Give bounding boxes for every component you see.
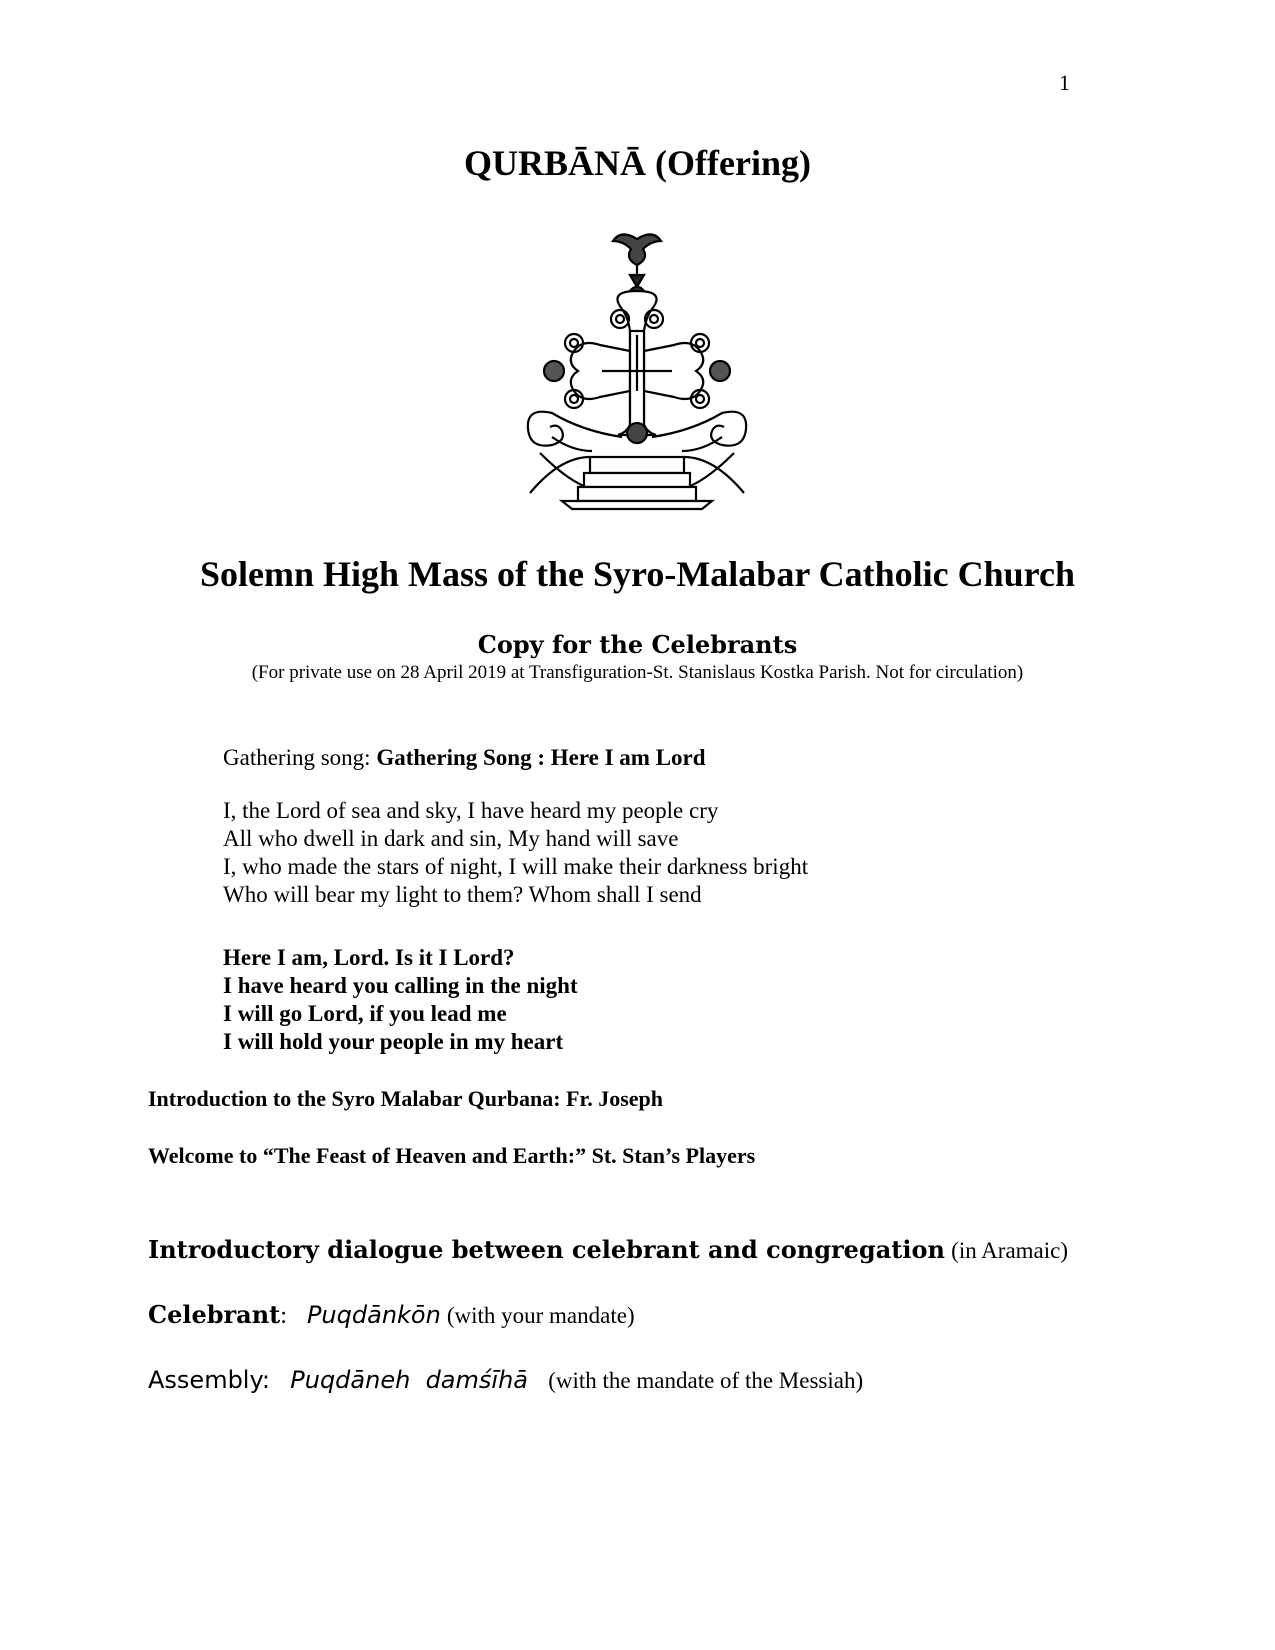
verse-line: Who will bear my light to them? Whom shall I send (223, 882, 702, 907)
gathering-label: Gathering song: (223, 745, 377, 770)
page-number: 1 (1059, 70, 1070, 95)
refrain-line: I will go Lord, if you lead me (223, 1001, 507, 1026)
celebrant-aramaic: Puqdānkōn (306, 1301, 441, 1329)
gathering-title: Gathering Song : Here I am Lord (376, 745, 706, 770)
verse-line: All who dwell in dark and sin, My hand will save (223, 826, 679, 851)
celebrant-line (148, 1300, 635, 1330)
document-subtitle: Solemn High Mass of the Syro-Malabar Catholic Church (199, 554, 1076, 594)
celebrant-speaker: Celebrant (148, 1300, 281, 1329)
welcome-line: Welcome to “The Feast of Heaven and Earth:” St. Stan’s Players (148, 1143, 756, 1168)
refrain-line: Here I am, Lord. Is it I Lord? (223, 945, 515, 970)
dialogue-title: Introductory dialogue between celebrant and congregation (148, 1235, 945, 1264)
assembly-line (148, 1366, 863, 1395)
celebrant-separator: : (280, 1303, 287, 1329)
celebrant-translation: (with your mandate) (446, 1303, 635, 1328)
verse-line: I, the Lord of sea and sky, I have heard my people cry (223, 798, 719, 823)
copy-note: (For private use on 28 April 2019 at Transfiguration-St. Stanislaus Kostka Parish. Not for circulation) (251, 662, 1024, 683)
verse-line: I, who made the stars of night, I will make their darkness bright (223, 854, 809, 879)
assembly-aramaic: Puqdāneh damśīhā (290, 1366, 528, 1394)
gathering-song (223, 744, 706, 772)
cross-emblem-icon (522, 225, 752, 520)
refrain-block (223, 944, 578, 1056)
dialogue-heading (148, 1235, 1068, 1265)
assembly-speaker: Assembly: (148, 1366, 271, 1394)
dialogue-language: (in Aramaic) (951, 1238, 1069, 1263)
document-title: QURBĀNĀ (Offering) (464, 143, 811, 183)
introduction-line: Introduction to the Syro Malabar Qurbana: Fr. Joseph (148, 1086, 664, 1111)
assembly-translation: (with the mandate of the Messiah) (548, 1368, 864, 1393)
refrain-line: I will hold your people in my heart (223, 1029, 564, 1054)
refrain-line: I have heard you calling in the night (223, 973, 578, 998)
copy-heading: Copy for the Celebrants (477, 630, 798, 659)
verse-block (223, 797, 808, 909)
